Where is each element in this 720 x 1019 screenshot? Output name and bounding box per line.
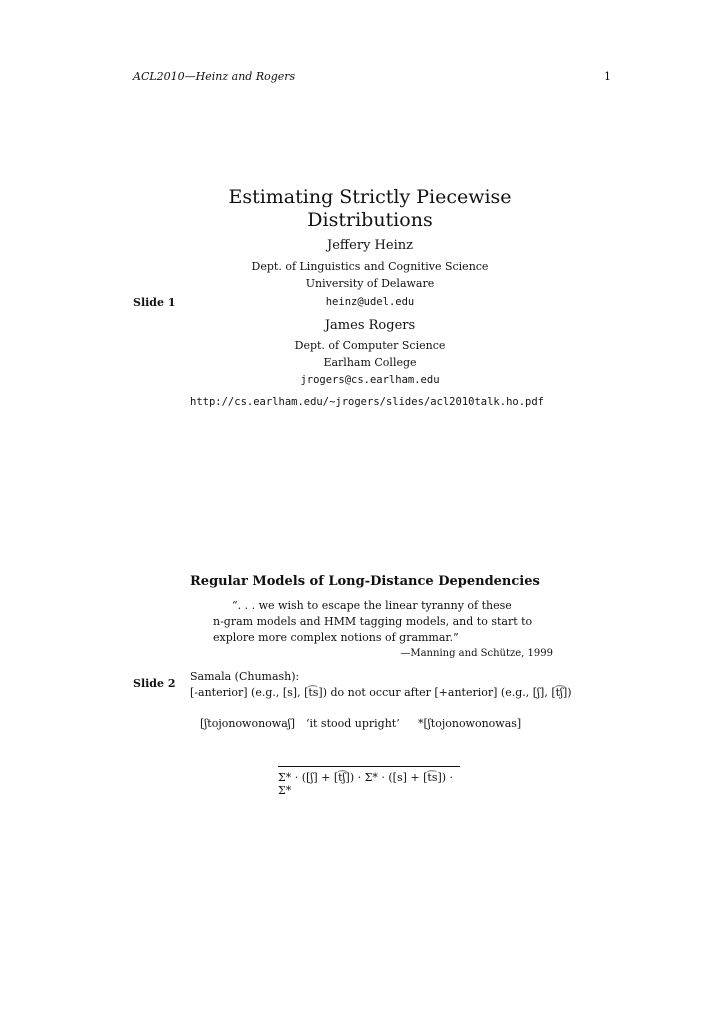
slide2-title: Regular Models of Long-Distance Dependencies bbox=[190, 574, 540, 589]
slide1-title bbox=[180, 186, 560, 232]
quote-line-3: explore more complex notions of grammar.” bbox=[213, 631, 459, 644]
page-number: 1 bbox=[604, 70, 611, 83]
example-gloss: ‘it stood upright’ bbox=[306, 717, 400, 730]
anterior-rule: [-anterior] (e.g., [s], [t͡s]) do not occur after [+anterior] (e.g., [ʃ], [t͡ʃ]) bbox=[190, 686, 572, 699]
regular-expression-formula: Σ* · ([ʃ] + [t͡ʃ]) · Σ* · ([s] + [t͡s]) · Σ* bbox=[278, 771, 454, 797]
title-line-2: Distributions bbox=[307, 209, 433, 231]
author2-email: jrogers@cs.earlham.edu bbox=[300, 374, 440, 386]
example-word: [ʃtojonowonowaʃ] bbox=[200, 717, 296, 730]
example-ungrammatical: *[ʃtojonowonowas] bbox=[418, 717, 522, 730]
running-header: ACL2010—Heinz and Rogers bbox=[133, 70, 296, 83]
slides-url: http://cs.earlham.edu/~jrogers/slides/acl2010talk.ho.pdf bbox=[190, 396, 545, 408]
slide1-label: Slide 1 bbox=[133, 296, 176, 309]
quote-attribution: —Manning and Schütze, 1999 bbox=[400, 648, 553, 659]
author1-name: Jeffery Heinz bbox=[327, 238, 413, 253]
language-name: Samala (Chumash): bbox=[190, 670, 300, 683]
author2-college: Earlham College bbox=[323, 356, 417, 369]
quote-line-1: “. . . we wish to escape the linear tyranny of these bbox=[232, 599, 512, 612]
author2-name: James Rogers bbox=[324, 318, 416, 333]
author1-university: University of Delaware bbox=[305, 277, 435, 290]
quote-line-2: n-gram models and HMM tagging models, and to start to bbox=[213, 615, 533, 628]
author1-email: heinz@udel.edu bbox=[325, 296, 415, 308]
formula-overline bbox=[278, 766, 460, 767]
author2-dept: Dept. of Computer Science bbox=[294, 339, 446, 352]
title-line-1: Estimating Strictly Piecewise bbox=[228, 186, 512, 208]
slide2-label: Slide 2 bbox=[133, 677, 176, 690]
author1-dept: Dept. of Linguistics and Cognitive Science bbox=[251, 260, 489, 273]
